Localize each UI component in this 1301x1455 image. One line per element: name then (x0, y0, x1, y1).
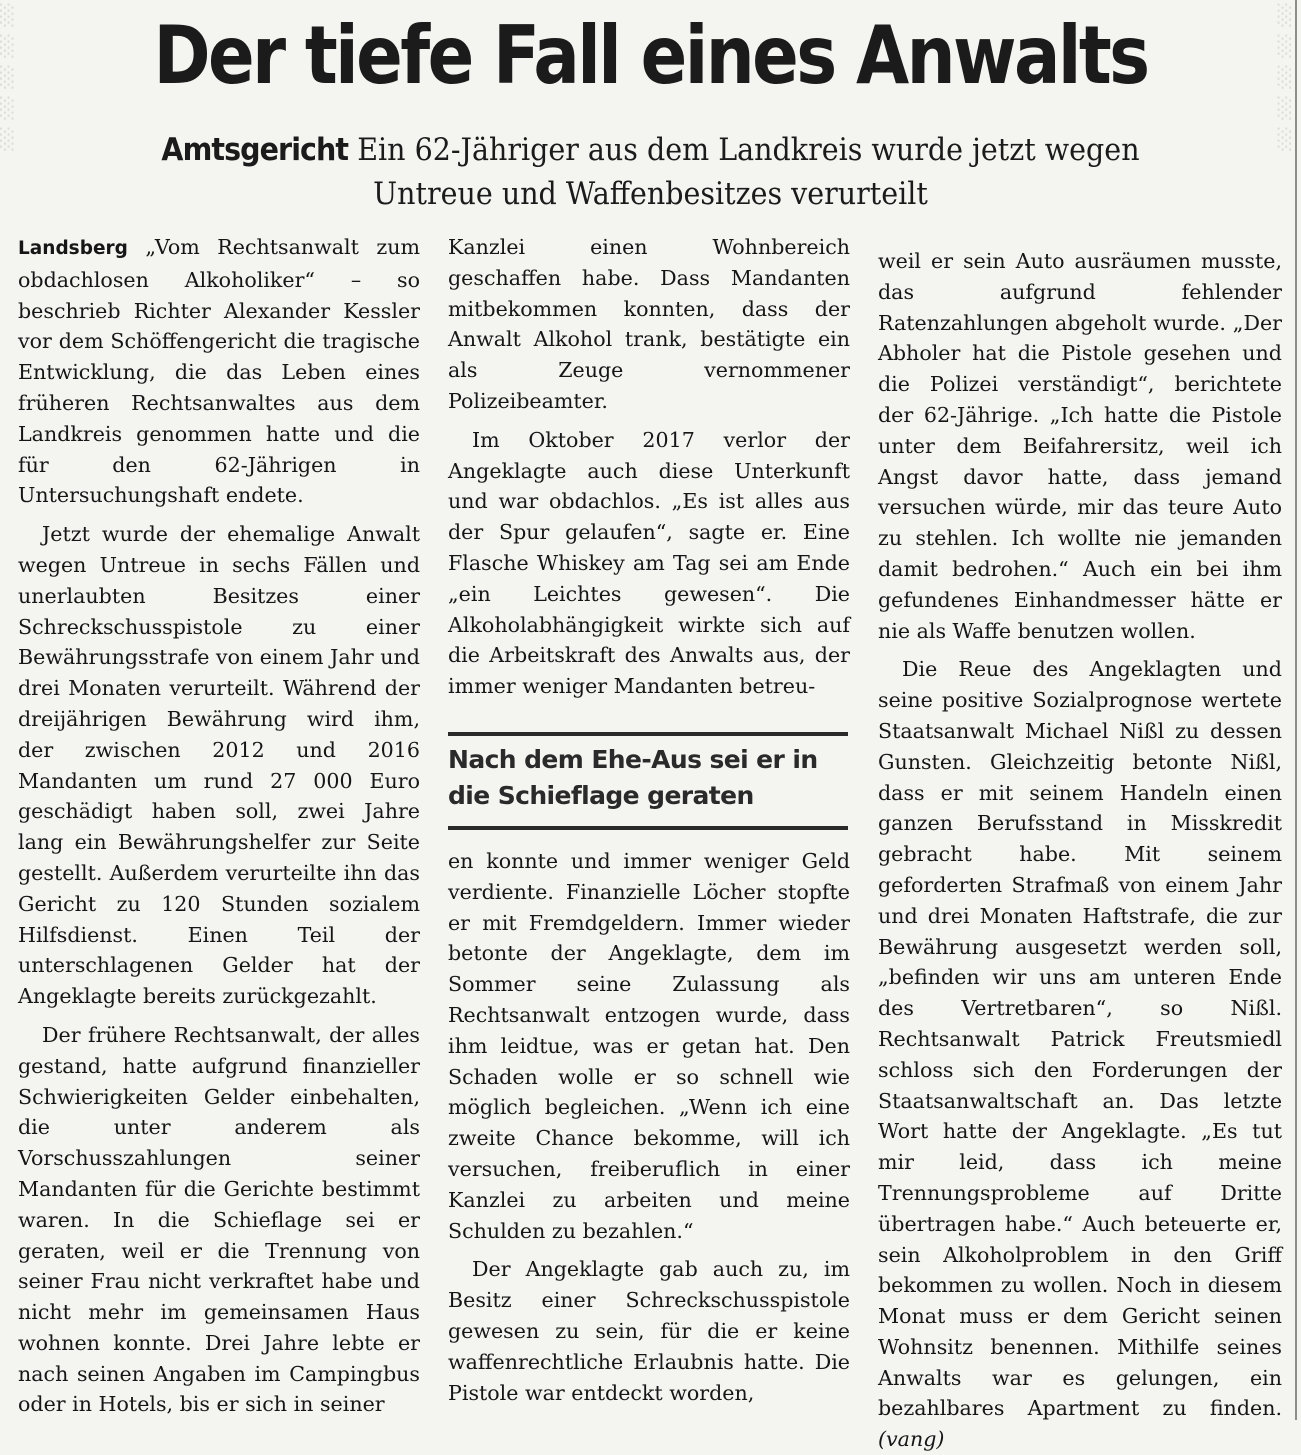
paragraph (878, 654, 1282, 1455)
paragraph (18, 232, 420, 511)
subhead-text: Ein 62-Jähriger aus dem Landkreis wurde jetzt wegen Untreue und Waffenbesitzes verurteilt (357, 132, 1140, 212)
subheadline (107, 128, 1194, 216)
crosshead: Nach dem Ehe-Aus sei er in die Schieflage geraten (448, 745, 818, 810)
crosshead-rule-top (448, 732, 848, 736)
bleed-through-left: ░ ░ ░ ░ ░ (0, 3, 16, 151)
bleed-through-right: ░ ░ ░ ░ ░ (1277, 3, 1293, 151)
paragraph: weil er sein Auto ausräumen musste, das aufgrund fehlender Ratenzahlungen abgeholt wurde. „Der Abholer hat die Pistole gesehen und die Polizei verständigt“, berichtete der 62-Jährige. „Ich hatte die Pistole unter dem Beifahrersitz, weil ich Angst davor hatte, dass jemand versuchen würde, mir das teure Auto zu stehlen. Ich wollte nie jemanden damit bedrohen.“ Auch ein bei ihm gefundenes Einhandmesser hätte er nie als Waffe benutzen wollen. (878, 249, 1282, 643)
dateline-location: Landsberg (18, 238, 128, 259)
paragraph: Kanzlei einen Wohnbereich geschaffen habe. Dass Mandanten mitbekommen konnten, dass der Anwalt Alkohol trank, bestätigte ein als Zeuge vernommener Polizeibeamter. (448, 235, 850, 413)
subhead-kicker: Amtsgericht (161, 132, 349, 168)
headline: Der tiefe Fall eines Anwalts (153, 9, 1148, 102)
paragraph-text: „Vom Rechtsanwalt zum obdachlosen Alkoholiker“ – so beschrieb Richter Alexander Kessler vor dem Schöffengericht die tragische Entwicklung, die das Leben eines früheren Rechtsanwaltes aus dem Landkreis genommen hatte und die für den 62-Jährigen in Untersuchungshaft endete. (18, 235, 420, 508)
paragraph: Im Oktober 2017 verlor der Angeklagte auch diese Unterkunft und war obdachlos. „Es ist alles aus der Spur gelaufen“, sagte er. Eine Flasche Whiskey am Tag sei am Ende „ein Leichtes gewesen“. Die Alkoholabhängigkeit wirkte sich auf die Arbeitskraft des Anwalts aus, der immer weniger Mandanten betreu- (448, 427, 850, 699)
crosshead-rule-bottom (448, 826, 848, 830)
article-column-1 (18, 232, 420, 1420)
paragraph: Der frühere Rechtsanwalt, der alles gestand, hatte aufgrund finanzieller Schwierigkeiten Gelder einbehalten, die unter anderem als Vorschusszahlungen seiner Mandanten für die Gerichte bestimmt waren. In die Schieflage sei er geraten, weil er die Trennung von seiner Frau nicht verkraftet habe und nicht mehr im gemeinsamen Haus wohnen konnte. Drei Jahre lebte er nach seinen Angaben im Campingbus oder in Hotels, bis er sich in seiner (18, 1022, 420, 1417)
right-edge-line (1295, 0, 1297, 1420)
author-signature: (vang) (878, 1427, 945, 1452)
paragraph: Der Angeklagte gab auch zu, im Besitz einer Schreckschusspistole gewesen zu sein, für die er keine waffenrechtliche Erlaubnis hatte. Die Pistole war entdeckt worden, (448, 1257, 850, 1405)
paragraph: en konnte und immer weniger Geld verdiente. Finanzielle Löcher stopfte er mit Fremdgeldern. Immer wieder betonte der Angeklagte, dem im Sommer seine Zulassung als Rechtsanwalt entzogen wurde, dass ihm leidtue, was er getan hat. Den Schaden wolle er so schnell wie möglich begleichen. „Wenn ich eine zweite Chance bekomme, will ich versuchen, freiberuflich in einer Kanzlei zu arbeiten und meine Schulden zu bezahlen.“ (448, 849, 850, 1243)
article-column-3 (878, 246, 1282, 1455)
paragraph-text: Die Reue des Angeklagten und seine positive Sozialprognose wertete Staatsanwalt Michael Nißl zu dessen Gunsten. Gleichzeitig betonte Nißl, dass er mit seinem Handeln einen ganzen Berufsstand in Misskredit gebracht habe. Mit seinem geforderten Strafmaß von einem Jahr und drei Monaten Haftstrafe, die zur Bewährung ausgesetzt werden soll, „befinden wir uns am unteren Ende des Vertretbaren“, so Nißl. Rechtsanwalt Patrick Freutsmiedl schloss sich den Forderungen der Staatsanwaltschaft an. Das letzte Wort hatte der Angeklagte. „Es tut mir leid, dass ich meine Trennungsprobleme auf Dritte übertragen habe.“ Auch beteuerte er, sein Alkoholproblem in den Griff bekommen zu wollen. Noch in diesem Monat muss er dem Gericht seinen Wohnsitz benennen. Mithilfe seines Anwalts war es gelungen, ein bezahlbares Apartment zu finden. (878, 657, 1282, 1421)
article-column-2-lower (448, 846, 850, 1408)
paragraph: Jetzt wurde der ehemalige Anwalt wegen Untreue in sechs Fällen und unerlaubten Besitzes einer Schreckschusspistole zu einer Bewährungsstrafe von einem Jahr und drei Monaten verurteilt. Während der dreijährigen Bewährung wird ihm, der zwischen 2012 und 2016 Mandanten um rund 27 000 Euro geschädigt haben soll, zwei Jahre lang ein Bewährungshelfer zur Seite gestellt. Außerdem verurteilte ihn das Gericht zu 120 Stunden sozialem Hilfsdienst. Einen Teil der unterschlagenen Gelder hat der Angeklagte bereits zurückgezahlt. (18, 522, 420, 1009)
article-column-2-upper (448, 232, 850, 702)
